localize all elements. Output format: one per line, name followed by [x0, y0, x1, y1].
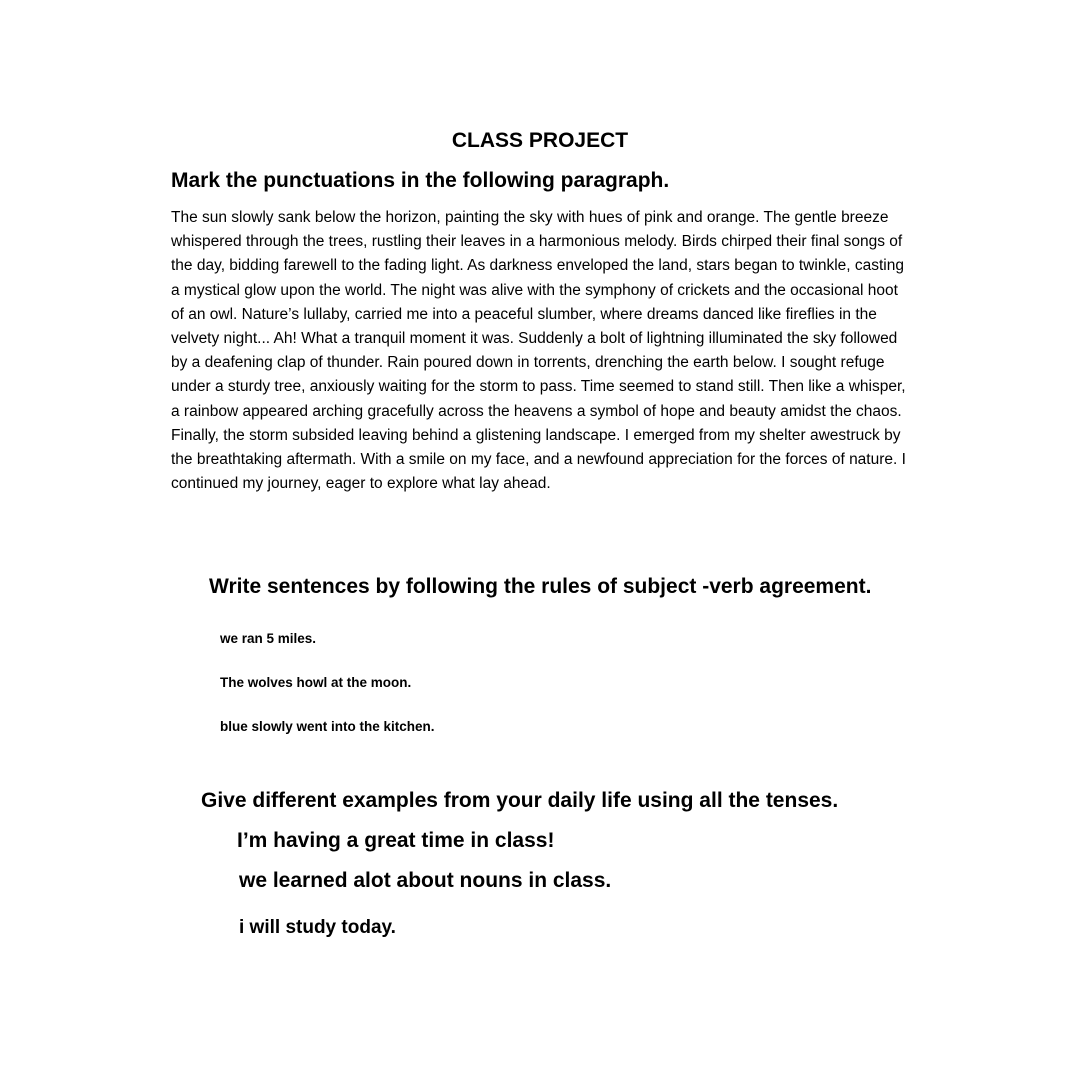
- subject-verb-sentence-3: blue slowly went into the kitchen.: [220, 719, 435, 734]
- subject-verb-heading: Write sentences by following the rules of subject -verb agreement.: [209, 575, 872, 598]
- punctuation-paragraph: The sun slowly sank below the horizon, painting the sky with hues of pink and orange. The gentle breeze whispered through the trees, rustling their leaves in a harmonious melody. Birds chirped their final songs of the day, bidding farewell to the fading light. As darkness enveloped the land, stars began to twinkle, casting a mystical glow upon the world. The night was alive with the symphony of crickets and the occasional hoot of an owl. Nature’s lullaby, carried me into a peaceful slumber, where dreams danced like fireflies in the velvety night... Ah! What a tranquil moment it was. Suddenly a bolt of lightning illuminated the sky followed by a deafening clap of thunder. Rain poured down in torrents, drenching the earth below. I sought refuge under a sturdy tree, anxiously waiting for the storm to pass. Time seemed to stand still. Then like a whisper, a rainbow appeared arching gracefully across the heavens a symbol of hope and beauty amidst the chaos. Finally, the storm subsided leaving behind a glistening landscape. I emerged from my shelter awestruck by the breathtaking aftermath. With a smile on my face, and a newfound appreciation for the forces of nature. I continued my journey, eager to explore what lay ahead.: [171, 209, 906, 493]
- subject-verb-sentence-1: we ran 5 miles.: [220, 631, 317, 646]
- tense-example-3: i will study today.: [239, 917, 396, 938]
- tense-example-1: I’m having a great time in class!: [237, 829, 555, 852]
- punctuation-heading: Mark the punctuations in the following paragraph.: [171, 169, 670, 192]
- page-title: CLASS PROJECT: [451, 129, 629, 152]
- tense-example-2: we learned alot about nouns in class.: [239, 869, 612, 892]
- tenses-heading: Give different examples from your daily life using all the tenses.: [201, 789, 839, 812]
- subject-verb-sentence-2: The wolves howl at the moon.: [220, 675, 412, 690]
